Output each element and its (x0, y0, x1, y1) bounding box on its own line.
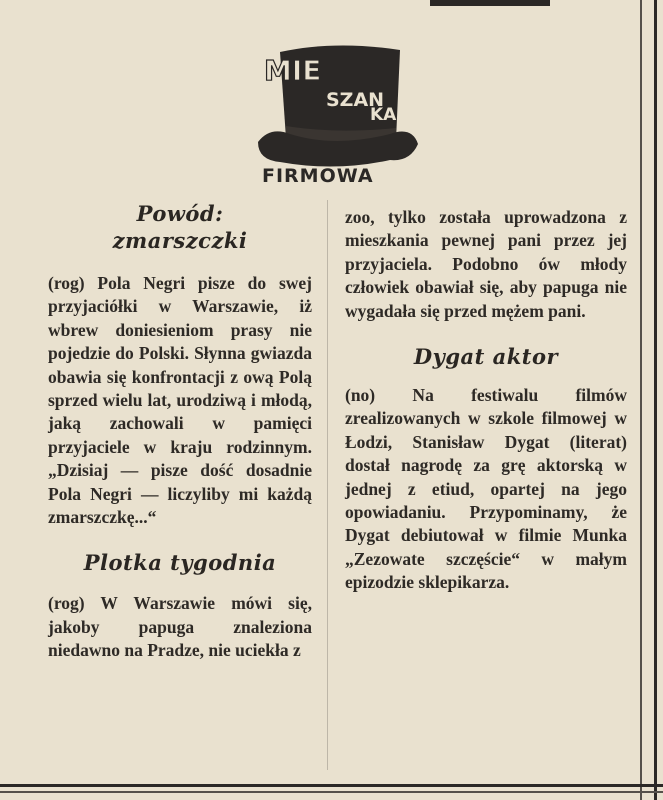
bottom-border (0, 784, 663, 787)
column-divider (327, 200, 328, 770)
logo-text-szan: SZAN (326, 89, 385, 111)
hat-logo (250, 30, 420, 190)
hat-logo-graphic (250, 30, 420, 190)
logo-text-mie: MIE (264, 54, 322, 87)
article-body-powod: (rog) Pola Negri pisze do swej przyjaciółki w Warszawie, iż wbrew doniesieniom prasy nie pojedzie do Polski. Słynna gwiazda obawia się konfrontacji z ową Polą sprzed wielu lat, urodziwą i młodą, jaką zachowali w pamięci przyjaciele w kraju rodzinnym. „Dzisiaj — pisze dość dosadnie Pola Negri — liczyliby mi każdą zmarszczkę...“ (48, 273, 312, 528)
left-column (48, 200, 312, 663)
heading-line-2: zmarszczki (112, 228, 248, 253)
logo-text-firmowa: FIRMOWA (262, 165, 374, 187)
logo-text-ka: KA (370, 105, 397, 125)
article-heading-powod (48, 200, 312, 254)
top-edge-bar (430, 0, 550, 6)
article-body-plotka-part2: zoo, tylko została uprowadzona z mieszkania pewnej pani przez jej przyjaciela. Podobno ów młody człowiek obawiał się, aby papuga nie wygadała się przed mężem pani. (345, 207, 627, 321)
bottom-border-second (0, 791, 663, 793)
article-body-plotka-part1: (rog) W Warszawie mówi się, jakoby papuga znaleziona niedawno na Pradze, nie uciekła z (48, 593, 312, 661)
article-body-dygat: (no) Na festiwalu filmów zrealizowanych w szkole filmowej w Łodzi, Stanisław Dygat (literat) dostał nagrodę za grę aktorską w jednej z etiud, opartej na jego opowiadaniu. Przypominamy, że Dygat debiutował w filmie Munka „Zezowate szczęście“ w małym epizodzie sklepikarza. (345, 385, 627, 593)
right-border-outer (654, 0, 657, 800)
article-heading-plotka: Plotka tygodnia (83, 550, 277, 576)
heading-line-1: Powód: (136, 201, 224, 226)
right-column (345, 206, 627, 595)
article-heading-dygat: Dygat aktor (413, 344, 559, 370)
right-border-inner (640, 0, 642, 800)
